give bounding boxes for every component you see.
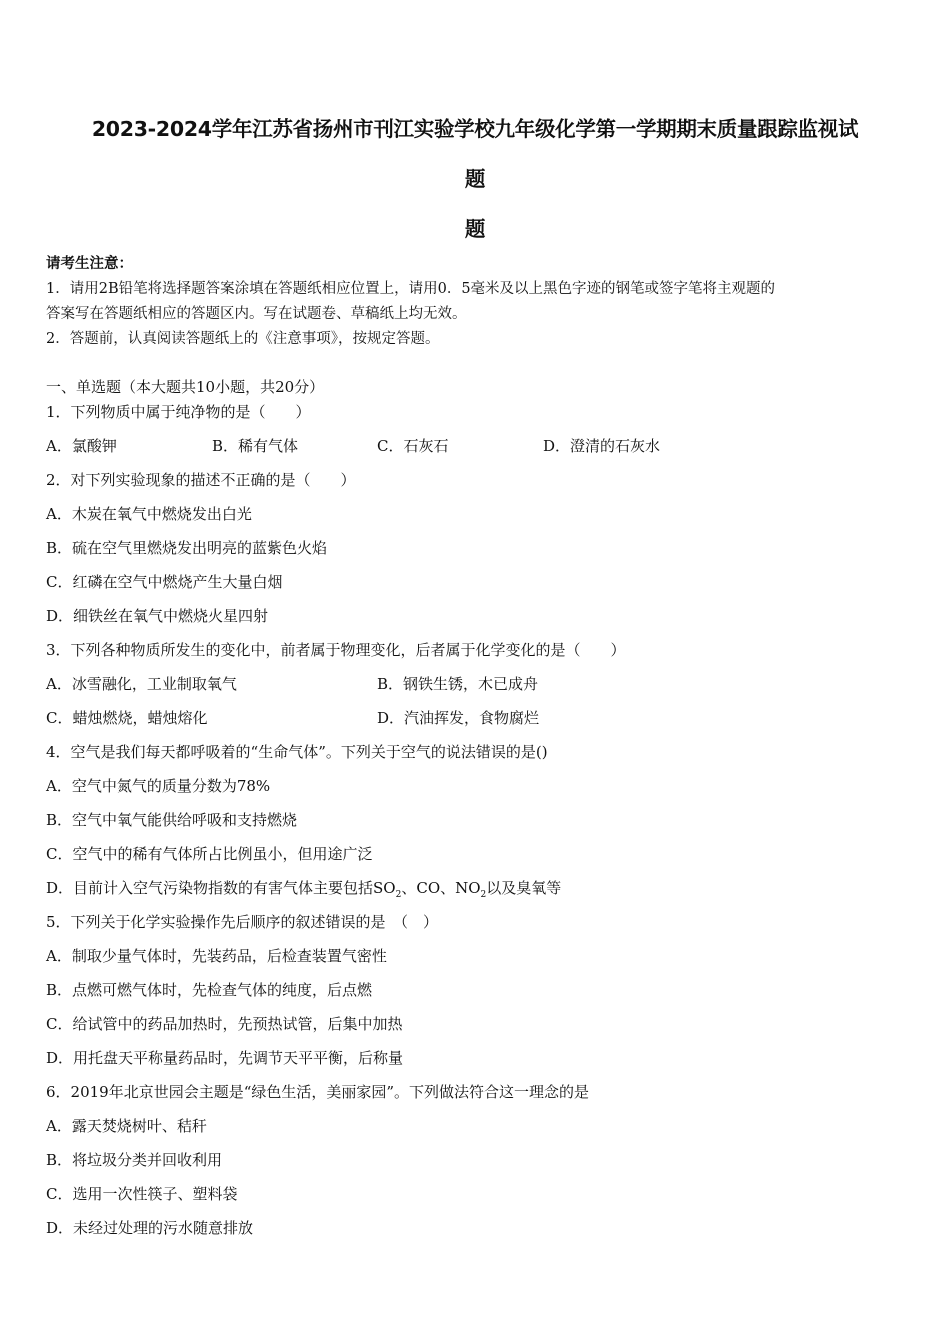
q4-option-d-sub1: 2	[395, 890, 402, 900]
notice-item-1b: 答案写在答题纸相应的答题区内。写在试题卷、草稿纸上均无效。	[46, 306, 467, 322]
exam-title-line3: 题	[464, 217, 486, 241]
exam-title-line1: 2023-2024学年江苏省扬州市刊江实验学校九年级化学第一学期期末质量跟踪监视试	[91, 117, 859, 141]
question-2-stem: 2．对下列实验现象的描述不正确的是（ ）	[46, 471, 356, 489]
q1-option-c: C．石灰石	[377, 437, 449, 455]
q5-option-a: A．制取少量气体时，先装药品，后检查装置气密性	[46, 947, 387, 965]
question-6-stem: 6．2019年北京世园会主题是“绿色生活，美丽家园”。下列做法符合这一理念的是	[46, 1083, 590, 1101]
q3-option-a: A．冰雪融化，工业制取氧气	[46, 675, 237, 693]
q4-option-d-sub2: 2	[480, 890, 487, 900]
exam-title-line2: 题	[464, 167, 486, 191]
q4-option-b: B．空气中氧气能供给呼吸和支持燃烧	[46, 811, 298, 829]
q5-option-c: C．给试管中的药品加热时，先预热试管，后集中加热	[46, 1015, 403, 1033]
section-heading: 一、单选题（本大题共10小题，共20分）	[46, 378, 325, 396]
q4-option-d-pre: D．目前计入空气污染物指数的有害气体主要包括SO	[46, 879, 396, 897]
q4-option-d-mid: 、CO、NO	[401, 879, 481, 897]
q3-option-c: C．蜡烛燃烧，蜡烛熔化	[46, 709, 208, 727]
q6-option-a: A．露天焚烧树叶、秸秆	[46, 1117, 207, 1135]
question-3-stem: 3．下列各种物质所发生的变化中，前者属于物理变化，后者属于化学变化的是（ ）	[46, 641, 626, 659]
q4-option-d-post: 以及臭氧等	[486, 879, 562, 897]
notice-item-2: 2．答题前，认真阅读答题纸上的《注意事项》，按规定答题。	[46, 331, 440, 347]
question-4-stem: 4．空气是我们每天都呼吸着的“生命气体”。下列关于空气的说法错误的是()	[46, 743, 548, 761]
question-5-stem: 5．下列关于化学实验操作先后顺序的叙述错误的是 （ ）	[46, 913, 439, 931]
q2-option-d: D．细铁丝在氧气中燃烧火星四射	[46, 607, 269, 625]
q4-option-a: A．空气中氮气的质量分数为78%	[46, 777, 271, 795]
notice-item-1a: 1．请用2B铅笔将选择题答案涂填在答题纸相应位置上，请用0．5毫米及以上黑色字迹的钢笔或签字笔将主观题的	[46, 281, 776, 297]
question-1-stem: 1．下列物质中属于纯净物的是（ ）	[46, 403, 311, 421]
notice-heading: 请考生注意：	[46, 255, 133, 272]
q1-option-b: B．稀有气体	[212, 437, 299, 455]
q5-option-d: D．用托盘天平称量药品时，先调节天平平衡，后称量	[46, 1049, 404, 1067]
q2-option-a: A．木炭在氧气中燃烧发出白光	[46, 505, 252, 523]
q6-option-b: B．将垃圾分类并回收利用	[46, 1151, 223, 1169]
q4-option-c: C．空气中的稀有气体所占比例虽小，但用途广泛	[46, 845, 373, 863]
q5-option-b: B．点燃可燃气体时，先检查气体的纯度，后点燃	[46, 981, 373, 999]
q1-option-d: D．澄清的石灰水	[543, 437, 661, 455]
q1-option-a: A．氯酸钾	[46, 437, 117, 455]
q6-option-d: D．未经过处理的污水随意排放	[46, 1219, 254, 1237]
q2-option-c: C．红磷在空气中燃烧产生大量白烟	[46, 573, 283, 591]
q6-option-c: C．选用一次性筷子、塑料袋	[46, 1185, 238, 1203]
q3-option-b: B．钢铁生锈，木已成舟	[377, 675, 539, 693]
q3-option-d: D．汽油挥发，食物腐烂	[377, 709, 540, 727]
q4-option-d	[46, 877, 561, 900]
q2-option-b: B．硫在空气里燃烧发出明亮的蓝紫色火焰	[46, 539, 328, 557]
